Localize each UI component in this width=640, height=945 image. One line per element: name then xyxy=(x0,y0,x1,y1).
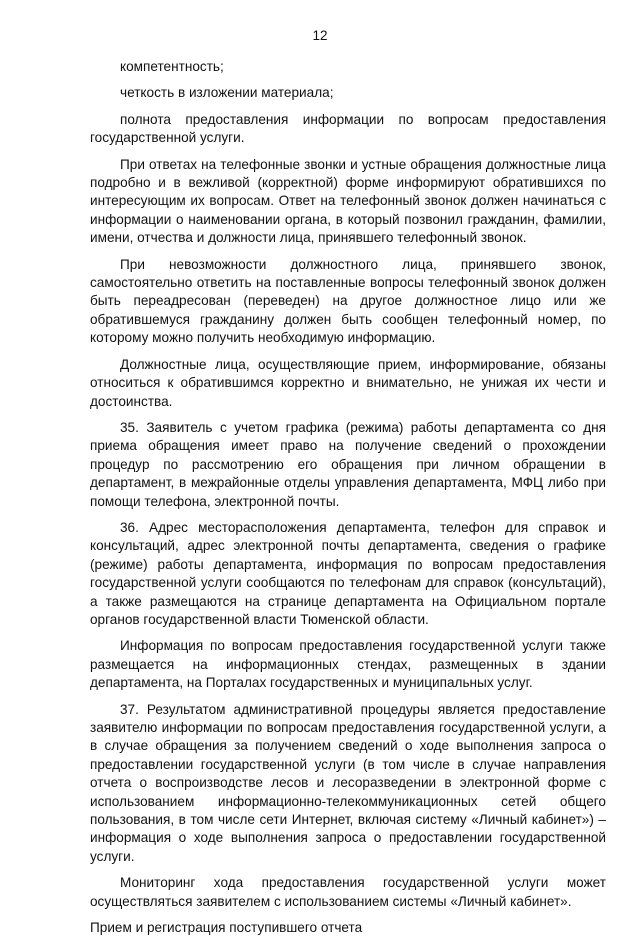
paragraph-info-stands: Информация по вопросам предоставления государственной услуги также размещается на информационных стендах, размещенных в здании департамента, на Порталах государственных и муниципальных услуг. xyxy=(90,638,606,691)
paragraph-completeness: полнота предоставления информации по вопросам предоставления государственной услуги. xyxy=(90,111,606,146)
section-heading-report-registration: Прием и регистрация поступившего отчета xyxy=(90,920,363,936)
document-body xyxy=(90,58,606,945)
paragraph-officials-conduct: Должностные лица, осуществляющие прием, информирование, обязаны относиться к обратившимся корректно и внимательно, не унижая их чести и достоинства. xyxy=(90,356,606,409)
paragraph-phone-answers: При ответах на телефонные звонки и устные обращения должностные лица подробно и в вежливой (корректной) форме информируют обратившихся по интересующим их вопросам. Ответ на телефонный звонок должен начинаться с информации о наименовании органа, в который позвонил гражданин, фамилии, имени, отчества и должности лица, принявшего телефонный звонок. xyxy=(90,156,606,246)
paragraph-clause-35: 35. Заявитель с учетом графика (режима) работы департамента со дня приема обращения имеет право на получение сведений о прохождении процедур по рассмотрению его обращения при личном обращении в департамент, в межрайонные отделы управления департамента, МФЦ либо при помощи телефона, электронной почты. xyxy=(90,419,606,509)
paragraph-call-redirect: При невозможности должностного лица, принявшего звонок, самостоятельно ответить на поставленные вопросы телефонный звонок должен быть переадресован (переведен) на другое должностное лицо или же обратившемуся гражданину должен быть сообщен телефонный номер, по которому можно получить необходимую информацию. xyxy=(90,256,606,346)
paragraph-clarity: четкость в изложении материала; xyxy=(120,85,334,101)
paragraph-competence: компетентность; xyxy=(120,59,224,74)
page-number: 12 xyxy=(312,28,328,43)
paragraph-clause-36: 36. Адрес месторасположения департамента, телефон для справок и консультаций, адрес электронной почты департамента, сведения о графике (режиме) работы департамента, информация по вопросам предоставления государственной услуги сообщаются по телефонам для справок (консультаций), а также размещаются на странице департамента на Официальном портале органов государственной власти Тюменской области. xyxy=(90,519,606,627)
paragraph-monitoring: Мониторинг хода предоставления государственной услуги может осуществляться заявителем с использованием системы «Личный кабинет». xyxy=(90,875,606,909)
paragraph-clause-37: 37. Результатом административной процедуры является предоставление заявителю информации по вопросам предоставления государственной услуги, а в случае обращения за получением сведений о ходе выполнения запроса о предоставлении государственной услуги (в том числе в случае направления отчета о воспроизводстве лесов и лесоразведении в электронной форме с использованием информационно-телекоммуникационных сетей общего пользования, в том числе сети Интернет, включая систему «Личный кабинет») – информация о ходе выполнения запроса о предоставлении государственной услуги. xyxy=(90,701,606,864)
